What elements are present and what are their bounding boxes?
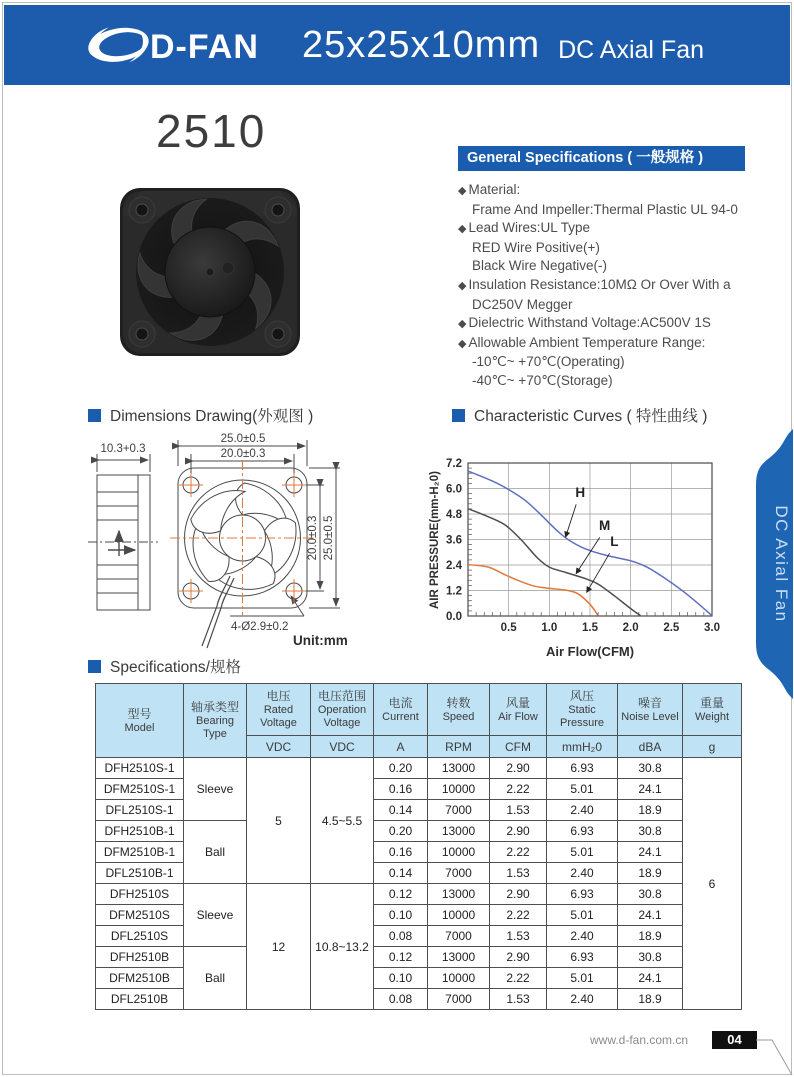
model-cell: DFH2510S-1 (96, 758, 184, 779)
model-cell: DFH2510B-1 (96, 821, 184, 842)
speed-cell: 7000 (428, 863, 490, 884)
svg-text:3.0: 3.0 (704, 622, 720, 634)
chart-x-axis-label: Air Flow(CFM) (545, 644, 635, 659)
header-band (4, 5, 790, 85)
table-row (96, 821, 742, 842)
chart-curve-labels (566, 485, 619, 592)
current-cell: 0.10 (374, 905, 428, 926)
general-specs-header: General Specifications ( 一般规格 ) (458, 146, 745, 171)
unit-weight: g (683, 736, 742, 758)
spec-line (458, 239, 758, 258)
model-cell: DFM2510S (96, 905, 184, 926)
blue-square-bullet-icon (452, 409, 465, 422)
operation-voltage-cell: 10.8~13.2 (311, 884, 374, 1010)
characteristic-curves-chart (424, 430, 744, 665)
pressure-cell: 6.93 (547, 758, 618, 779)
col-header-model: 型号 Model (96, 684, 184, 758)
dim-outer-height-label: 25.0±0.5 (323, 515, 335, 561)
unit-rated-voltage: VDC (247, 736, 311, 758)
noise-cell: 24.1 (618, 842, 683, 863)
model-cell: DFH2510S (96, 884, 184, 905)
pressure-cell: 2.40 (547, 800, 618, 821)
dim-side-width-label: 10.3+0.3 (100, 443, 146, 455)
svg-text:1.5: 1.5 (582, 622, 598, 634)
current-cell: 0.20 (374, 821, 428, 842)
dim-hole-width-label: 20.0±0.3 (220, 448, 266, 460)
airflow-cell: 2.22 (490, 968, 547, 989)
spec-line-text: -40℃~ +70℃(Storage) (472, 372, 613, 388)
spec-line (458, 334, 758, 354)
speed-cell: 7000 (428, 800, 490, 821)
curves-section-title (452, 404, 707, 426)
airflow-cell: 2.90 (490, 758, 547, 779)
logo-text: D-FAN (150, 28, 259, 66)
svg-text:7.2: 7.2 (446, 458, 462, 470)
airflow-cell: 1.53 (490, 863, 547, 884)
spec-line-text: Material: (468, 182, 521, 197)
col-header-operation-voltage: 电压范围 Operation Voltage (311, 684, 374, 736)
current-cell: 0.12 (374, 947, 428, 968)
current-cell: 0.20 (374, 758, 428, 779)
noise-cell: 30.8 (618, 758, 683, 779)
svg-text:2.0: 2.0 (622, 622, 639, 634)
airflow-cell: 2.90 (490, 884, 547, 905)
rated-voltage-cell: 12 (247, 884, 311, 1010)
airflow-cell: 1.53 (490, 800, 547, 821)
noise-cell: 18.9 (618, 863, 683, 884)
noise-cell: 30.8 (618, 884, 683, 905)
page-title: 25x25x10mm (302, 23, 541, 66)
dim-outer-width-label: 25.0±0.5 (220, 433, 266, 445)
current-cell: 0.16 (374, 842, 428, 863)
unit-airflow: CFM (490, 736, 547, 758)
svg-text:2.4: 2.4 (446, 560, 462, 572)
spec-line (458, 296, 758, 315)
col-header-pressure: 风压 Static Pressure (547, 684, 618, 736)
diamond-bullet-icon: ◆ (458, 337, 467, 350)
table-row (96, 947, 742, 968)
diamond-bullet-icon: ◆ (458, 279, 467, 292)
speed-cell: 10000 (428, 842, 490, 863)
spec-line (458, 219, 758, 239)
chart-y-axis-label: AIR PRESSURE(mm-H₂0) (429, 470, 441, 610)
spec-line-text: -10℃~ +70℃(Operating) (472, 354, 625, 370)
pressure-cell: 5.01 (547, 779, 618, 800)
col-header-speed: 转数 Speed (428, 684, 490, 736)
model-cell: DFL2510B (96, 989, 184, 1010)
curve-label-M: M (599, 517, 611, 533)
speed-cell: 7000 (428, 926, 490, 947)
speed-cell: 13000 (428, 758, 490, 779)
table-row (96, 884, 742, 905)
dimensions-drawing (78, 430, 430, 663)
model-number-title: 2510 (156, 105, 267, 157)
current-cell: 0.16 (374, 779, 428, 800)
svg-text:1.0: 1.0 (541, 622, 558, 634)
diamond-bullet-icon: ◆ (458, 318, 467, 331)
table-row (96, 758, 742, 779)
specifications-title-text: Specifications/规格 (110, 659, 241, 676)
unit-current: A (374, 736, 428, 758)
col-header-airflow: 风量 Air Flow (490, 684, 547, 736)
model-cell: DFM2510B-1 (96, 842, 184, 863)
speed-cell: 13000 (428, 947, 490, 968)
spec-line-text: RED Wire Positive(+) (472, 239, 600, 255)
airflow-cell: 1.53 (490, 926, 547, 947)
airflow-cell: 2.22 (490, 905, 547, 926)
corner-decoration-line (755, 1030, 793, 1076)
current-cell: 0.14 (374, 800, 428, 821)
unit-pressure: mmH₂0 (547, 736, 618, 758)
unit-speed: RPM (428, 736, 490, 758)
current-cell: 0.08 (374, 989, 428, 1010)
general-specifications-section (458, 146, 758, 391)
bearing-cell: Ball (184, 947, 247, 1010)
general-specs-list (458, 181, 758, 391)
spec-line (458, 181, 758, 201)
noise-cell: 24.1 (618, 968, 683, 989)
noise-cell: 24.1 (618, 779, 683, 800)
noise-cell: 30.8 (618, 947, 683, 968)
pressure-cell: 6.93 (547, 947, 618, 968)
speed-cell: 10000 (428, 779, 490, 800)
speed-cell: 7000 (428, 989, 490, 1010)
speed-cell: 13000 (428, 884, 490, 905)
pressure-cell: 6.93 (547, 884, 618, 905)
spec-line (458, 201, 758, 220)
dimensions-section-title (88, 404, 313, 426)
curves-title-text: Characteristic Curves ( 特性曲线 ) (474, 408, 708, 425)
spec-line (458, 314, 758, 334)
airflow-cell: 2.90 (490, 947, 547, 968)
speed-cell: 10000 (428, 905, 490, 926)
bearing-cell: Sleeve (184, 884, 247, 947)
unit-label: Unit:mm (293, 633, 348, 648)
mounting-holes-label: 4-Ø2.9±0.2 (231, 621, 289, 633)
model-cell: DFL2510B-1 (96, 863, 184, 884)
spec-line-text: Lead Wires:UL Type (468, 220, 591, 236)
col-header-current: 电流 Current (374, 684, 428, 736)
dimensions-title-text: Dimensions Drawing(外观图 ) (110, 408, 314, 425)
pressure-cell: 2.40 (547, 989, 618, 1010)
curve-L (468, 565, 598, 616)
bearing-cell: Ball (184, 821, 247, 884)
current-cell: 0.14 (374, 863, 428, 884)
spec-line (458, 276, 758, 296)
current-cell: 0.10 (374, 968, 428, 989)
svg-text:0.0: 0.0 (446, 611, 462, 623)
dfan-logo-icon (86, 17, 262, 73)
airflow-cell: 2.22 (490, 779, 547, 800)
diamond-bullet-icon: ◆ (458, 223, 467, 236)
page-subtitle: DC Axial Fan (558, 35, 705, 64)
spec-line-text: Black Wire Negative(-) (472, 258, 608, 274)
weight-cell: 6 (683, 758, 742, 1010)
rated-voltage-cell: 5 (247, 758, 311, 884)
model-cell: DFM2510B (96, 968, 184, 989)
fan-product-photo (111, 176, 311, 366)
operation-voltage-cell: 4.5~5.5 (311, 758, 374, 884)
bearing-cell: Sleeve (184, 758, 247, 821)
spec-line-text: Dielectric Withstand Voltage:AC500V 1S (468, 315, 711, 331)
speed-cell: 10000 (428, 968, 490, 989)
spec-line-text: Frame And Impeller:Thermal Plastic UL 94-0 (472, 201, 738, 217)
curve-label-H: H (575, 485, 586, 500)
unit-noise: dBA (618, 736, 683, 758)
pressure-cell: 5.01 (547, 842, 618, 863)
airflow-cell: 1.53 (490, 989, 547, 1010)
model-cell: DFL2510S-1 (96, 800, 184, 821)
col-header-weight: 重量 Weight (683, 684, 742, 736)
unit-operation-voltage: VDC (311, 736, 374, 758)
pressure-cell: 5.01 (547, 968, 618, 989)
spec-line-text: Allowable Ambient Temperature Range: (468, 334, 706, 350)
dc-axial-fan-side-tab (756, 429, 793, 699)
airflow-cell: 2.90 (490, 821, 547, 842)
svg-text:0.5: 0.5 (500, 622, 517, 634)
svg-text:3.6: 3.6 (446, 534, 462, 547)
dim-hole-height-label: 20.0±0.3 (307, 515, 319, 561)
page-number-badge: 04 (712, 1031, 757, 1049)
noise-cell: 18.9 (618, 926, 683, 947)
spec-line (458, 353, 758, 372)
svg-text:6.0: 6.0 (446, 483, 462, 496)
speed-cell: 13000 (428, 821, 490, 842)
blue-square-bullet-icon (88, 409, 101, 422)
col-header-bearing: 轴承类型 Bearing Type (184, 684, 247, 758)
svg-text:1.2: 1.2 (446, 585, 462, 598)
noise-cell: 24.1 (618, 905, 683, 926)
model-cell: DFL2510S (96, 926, 184, 947)
side-tab-label: DC Axial Fan (772, 505, 791, 623)
svg-text:4.8: 4.8 (446, 509, 462, 521)
col-header-rated-voltage: 电压 Rated Voltage (247, 684, 311, 736)
curve-label-L: L (610, 533, 619, 549)
svg-text:2.5: 2.5 (663, 622, 680, 634)
curve-M (468, 509, 640, 616)
pressure-cell: 6.93 (547, 821, 618, 842)
current-cell: 0.08 (374, 926, 428, 947)
pressure-cell: 2.40 (547, 863, 618, 884)
specifications-table (95, 683, 742, 1010)
pressure-cell: 2.40 (547, 926, 618, 947)
current-cell: 0.12 (374, 884, 428, 905)
spec-line-text: Insulation Resistance:10MΩ Or Over With a (468, 276, 731, 292)
model-cell: DFH2510B (96, 947, 184, 968)
spec-line (458, 257, 758, 276)
noise-cell: 18.9 (618, 989, 683, 1010)
diamond-bullet-icon: ◆ (458, 185, 467, 197)
noise-cell: 30.8 (618, 821, 683, 842)
noise-cell: 18.9 (618, 800, 683, 821)
spec-line (458, 372, 758, 391)
footer-website: www.d-fan.com.cn (590, 1033, 689, 1047)
col-header-noise: 噪音 Noise Level (618, 684, 683, 736)
chart-gridlines (468, 463, 712, 616)
spec-line-text: DC250V Megger (472, 296, 573, 312)
airflow-cell: 2.22 (490, 842, 547, 863)
pressure-cell: 5.01 (547, 905, 618, 926)
model-cell: DFM2510S-1 (96, 779, 184, 800)
